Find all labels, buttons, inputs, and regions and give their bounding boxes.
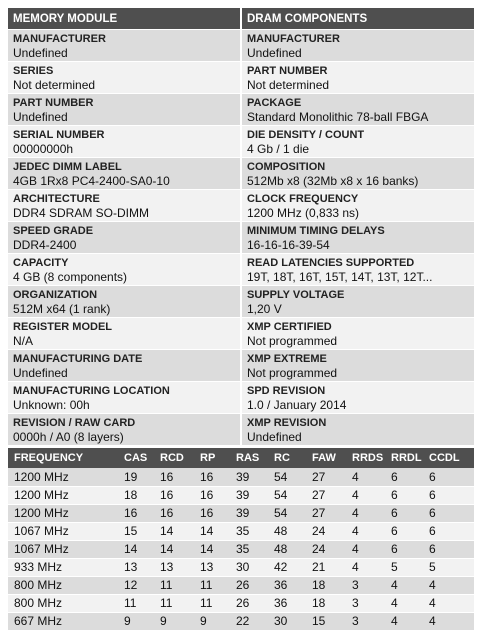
module-speed-grade-label: SPEED GRADE <box>13 225 94 237</box>
dram-xmp-extreme <box>242 350 474 382</box>
module-revision-raw-card-value: 0000h / A0 (8 layers) <box>13 430 124 444</box>
timings-body <box>8 468 474 630</box>
timings-header-rcd: RCD <box>154 448 194 468</box>
timings-cell-faw: 27 <box>306 486 346 504</box>
module-speed-grade <box>8 222 240 254</box>
timings-header-faw: FAW <box>306 448 346 468</box>
timings-cell-rcd: 11 <box>154 576 194 594</box>
timings-header-cas: CAS <box>118 448 154 468</box>
timings-cell-ras: 39 <box>230 504 268 522</box>
module-jedec-dimm-label <box>8 158 240 190</box>
timings-cell-rrds: 4 <box>346 522 385 540</box>
timings-cell-rc: 36 <box>268 576 306 594</box>
module-register-model-label: REGISTER MODEL <box>13 321 113 333</box>
dram-part-number <box>242 62 474 94</box>
timings-cell-rcd: 14 <box>154 522 194 540</box>
table-row <box>8 486 474 504</box>
module-register-model-value: N/A <box>13 334 34 348</box>
timings-cell-rc: 54 <box>268 486 306 504</box>
timings-cell-ras: 30 <box>230 558 268 576</box>
timings-cell-ccdl: 5 <box>423 558 474 576</box>
module-manufacturing-date-label: MANUFACTURING DATE <box>13 353 143 365</box>
timings-cell-cas: 14 <box>118 540 154 558</box>
timings-cell-rp: 14 <box>194 522 230 540</box>
timings-cell-ras: 26 <box>230 594 268 612</box>
dram-xmp-extreme-label: XMP EXTREME <box>247 353 327 365</box>
table-row <box>8 522 474 540</box>
timings-cell-rrdl: 4 <box>385 612 423 630</box>
dram-clock-frequency-label: CLOCK FREQUENCY <box>247 193 359 205</box>
dram-components-panel <box>242 8 474 446</box>
module-part-number <box>8 94 240 126</box>
timings-header-frequency: FREQUENCY <box>8 448 118 468</box>
module-revision-raw-card-label: REVISION / RAW CARD <box>13 417 136 429</box>
module-serial-number-value: 00000000h <box>13 142 74 156</box>
module-series-label: SERIES <box>13 65 54 77</box>
dram-minimum-timing-delays-label: MINIMUM TIMING DELAYS <box>247 225 385 237</box>
timings-cell-rc: 30 <box>268 612 306 630</box>
timings-cell-frequency: 800 MHz <box>8 576 118 594</box>
module-architecture <box>8 190 240 222</box>
timings-cell-rcd: 13 <box>154 558 194 576</box>
dram-spd-revision <box>242 382 474 414</box>
dram-composition-label: COMPOSITION <box>247 161 326 173</box>
timings-cell-rrdl: 4 <box>385 576 423 594</box>
timings-cell-rc: 48 <box>268 522 306 540</box>
timings-header-rc: RC <box>268 448 306 468</box>
timings-cell-frequency: 1067 MHz <box>8 522 118 540</box>
dram-xmp-revision-value: Undefined <box>247 430 302 444</box>
timings-cell-ccdl: 4 <box>423 612 474 630</box>
timings-cell-rrds: 3 <box>346 594 385 612</box>
table-row <box>8 540 474 558</box>
dram-xmp-certified-label: XMP CERTIFIED <box>247 321 332 333</box>
timings-cell-ras: 26 <box>230 576 268 594</box>
dram-minimum-timing-delays <box>242 222 474 254</box>
timings-cell-cas: 9 <box>118 612 154 630</box>
table-row <box>8 612 474 630</box>
dram-clock-frequency-value: 1200 MHz (0,833 ns) <box>247 206 360 220</box>
timings-cell-ccdl: 6 <box>423 540 474 558</box>
timings-cell-rp: 11 <box>194 594 230 612</box>
timings-cell-ccdl: 6 <box>423 504 474 522</box>
module-manufacturer <box>8 30 240 62</box>
module-part-number-value: Undefined <box>13 110 68 124</box>
module-serial-number-label: SERIAL NUMBER <box>13 129 105 141</box>
dram-read-latencies-supported-label: READ LATENCIES SUPPORTED <box>247 257 415 269</box>
module-architecture-value: DDR4 SDRAM SO-DIMM <box>13 206 150 220</box>
module-serial-number <box>8 126 240 158</box>
timings-cell-cas: 18 <box>118 486 154 504</box>
timings-cell-rp: 14 <box>194 540 230 558</box>
timings-cell-frequency: 933 MHz <box>8 558 118 576</box>
timings-cell-rc: 36 <box>268 594 306 612</box>
timings-cell-rp: 16 <box>194 486 230 504</box>
table-row <box>8 576 474 594</box>
module-manufacturing-date-value: Undefined <box>13 366 68 380</box>
timings-cell-rrds: 4 <box>346 504 385 522</box>
timings-cell-faw: 18 <box>306 594 346 612</box>
dram-part-number-label: PART NUMBER <box>247 65 328 77</box>
timings-cell-frequency: 1200 MHz <box>8 468 118 486</box>
timings-header-ras: RAS <box>230 448 268 468</box>
module-series-value: Not determined <box>13 78 96 92</box>
dram-package-label: PACKAGE <box>247 97 302 109</box>
timings-cell-ras: 35 <box>230 522 268 540</box>
module-manufacturing-location <box>8 382 240 414</box>
module-manufacturer-label: MANUFACTURER <box>13 33 106 45</box>
dram-die-density-count-label: DIE DENSITY / COUNT <box>247 129 365 141</box>
timings-cell-ccdl: 6 <box>423 486 474 504</box>
timings-cell-rrdl: 6 <box>385 522 423 540</box>
dram-read-latencies-supported-value: 19T, 18T, 16T, 15T, 14T, 13T, 12T... <box>247 270 433 284</box>
dram-part-number-value: Not determined <box>247 78 330 92</box>
timings-cell-rrds: 3 <box>346 612 385 630</box>
table-row <box>8 594 474 612</box>
timings-cell-rc: 48 <box>268 540 306 558</box>
dram-spd-revision-value: 1.0 / January 2014 <box>247 398 347 412</box>
timings-cell-rcd: 16 <box>154 468 194 486</box>
module-register-model <box>8 318 240 350</box>
timings-cell-ras: 22 <box>230 612 268 630</box>
dram-minimum-timing-delays-value: 16-16-16-39-54 <box>247 238 330 252</box>
timings-cell-frequency: 1200 MHz <box>8 486 118 504</box>
timings-cell-cas: 15 <box>118 522 154 540</box>
timings-cell-frequency: 667 MHz <box>8 612 118 630</box>
spd-report <box>8 8 474 631</box>
dram-composition-value: 512Mb x8 (32Mb x8 x 16 banks) <box>247 174 419 188</box>
timings-cell-ccdl: 4 <box>423 576 474 594</box>
timings-cell-rp: 16 <box>194 504 230 522</box>
timings-cell-rrds: 4 <box>346 468 385 486</box>
dram-spd-revision-label: SPD REVISION <box>247 385 326 397</box>
timings-cell-rc: 54 <box>268 504 306 522</box>
memory-module-panel <box>8 8 240 446</box>
timings-cell-faw: 15 <box>306 612 346 630</box>
memory-module-header: MEMORY MODULE <box>8 8 240 30</box>
module-capacity <box>8 254 240 286</box>
timings-cell-ras: 39 <box>230 486 268 504</box>
timings-header-ccdl: CCDL <box>423 448 474 468</box>
timings-cell-rcd: 11 <box>154 594 194 612</box>
dram-xmp-certified <box>242 318 474 350</box>
timings-cell-rc: 54 <box>268 468 306 486</box>
timings-header-rp: RP <box>194 448 230 468</box>
timings-cell-frequency: 1200 MHz <box>8 504 118 522</box>
timings-cell-rrds: 3 <box>346 576 385 594</box>
module-jedec-dimm-label-value: 4GB 1Rx8 PC4-2400-SA0-10 <box>13 174 170 188</box>
dram-package-value: Standard Monolithic 78-ball FBGA <box>247 110 429 124</box>
timings-cell-faw: 27 <box>306 468 346 486</box>
module-manufacturing-date <box>8 350 240 382</box>
timings-cell-rp: 13 <box>194 558 230 576</box>
timings-header-rrds: RRDS <box>346 448 385 468</box>
timings-cell-ras: 39 <box>230 468 268 486</box>
timings-cell-rrdl: 6 <box>385 540 423 558</box>
timings-cell-frequency: 800 MHz <box>8 594 118 612</box>
dram-read-latencies-supported <box>242 254 474 286</box>
dram-xmp-revision-label: XMP REVISION <box>247 417 327 429</box>
dram-die-density-count <box>242 126 474 158</box>
module-organization-label: ORGANIZATION <box>13 289 98 301</box>
dram-manufacturer <box>242 30 474 62</box>
table-row <box>8 468 474 486</box>
timings-cell-rrdl: 4 <box>385 594 423 612</box>
timings-cell-rrds: 4 <box>346 540 385 558</box>
timings-cell-cas: 12 <box>118 576 154 594</box>
module-capacity-value: 4 GB (8 components) <box>13 270 128 284</box>
module-organization <box>8 286 240 318</box>
timings-cell-rp: 11 <box>194 576 230 594</box>
timings-table <box>8 448 474 631</box>
dram-components-header: DRAM COMPONENTS <box>242 8 474 30</box>
table-row <box>8 504 474 522</box>
dram-manufacturer-value: Undefined <box>247 46 302 60</box>
timings-cell-rc: 42 <box>268 558 306 576</box>
dram-die-density-count-value: 4 Gb / 1 die <box>247 142 310 156</box>
timings-cell-faw: 18 <box>306 576 346 594</box>
module-speed-grade-value: DDR4-2400 <box>13 238 77 252</box>
timings-cell-rrdl: 6 <box>385 486 423 504</box>
module-jedec-dimm-label-label: JEDEC DIMM LABEL <box>13 161 122 173</box>
timings-cell-rrdl: 6 <box>385 468 423 486</box>
dram-package <box>242 94 474 126</box>
timings-cell-rp: 16 <box>194 468 230 486</box>
timings-cell-ccdl: 6 <box>423 468 474 486</box>
timings-cell-cas: 13 <box>118 558 154 576</box>
timings-cell-faw: 24 <box>306 522 346 540</box>
timings-cell-rcd: 9 <box>154 612 194 630</box>
module-architecture-label: ARCHITECTURE <box>13 193 100 205</box>
dram-manufacturer-label: MANUFACTURER <box>247 33 340 45</box>
spd-columns <box>8 8 474 446</box>
dram-supply-voltage-value: 1,20 V <box>247 302 282 316</box>
timings-cell-faw: 24 <box>306 540 346 558</box>
dram-supply-voltage-label: SUPPLY VOLTAGE <box>247 289 345 301</box>
dram-supply-voltage <box>242 286 474 318</box>
timings-cell-rrdl: 6 <box>385 504 423 522</box>
timings-header-row <box>8 448 474 468</box>
dram-composition <box>242 158 474 190</box>
module-capacity-label: CAPACITY <box>13 257 69 269</box>
timings-cell-frequency: 1067 MHz <box>8 540 118 558</box>
table-row <box>8 558 474 576</box>
timings-cell-faw: 21 <box>306 558 346 576</box>
module-revision-raw-card <box>8 414 240 446</box>
timings-header-rrdl: RRDL <box>385 448 423 468</box>
timings-cell-ras: 35 <box>230 540 268 558</box>
timings-cell-rcd: 14 <box>154 540 194 558</box>
timings-cell-faw: 27 <box>306 504 346 522</box>
module-series <box>8 62 240 94</box>
module-part-number-label: PART NUMBER <box>13 97 94 109</box>
dram-clock-frequency <box>242 190 474 222</box>
module-manufacturing-location-value: Unknown: 00h <box>13 398 90 412</box>
timings-cell-rcd: 16 <box>154 504 194 522</box>
timings-cell-cas: 11 <box>118 594 154 612</box>
timings-cell-cas: 16 <box>118 504 154 522</box>
timings-cell-cas: 19 <box>118 468 154 486</box>
timings-cell-ccdl: 6 <box>423 522 474 540</box>
module-organization-value: 512M x64 (1 rank) <box>13 302 111 316</box>
timings-cell-rrdl: 5 <box>385 558 423 576</box>
dram-xmp-certified-value: Not programmed <box>247 334 338 348</box>
timings-cell-rrds: 4 <box>346 558 385 576</box>
timings-cell-rrds: 4 <box>346 486 385 504</box>
dram-xmp-extreme-value: Not programmed <box>247 366 338 380</box>
module-manufacturing-location-label: MANUFACTURING LOCATION <box>13 385 170 397</box>
timings-cell-rcd: 16 <box>154 486 194 504</box>
timings-cell-ccdl: 4 <box>423 594 474 612</box>
dram-xmp-revision <box>242 414 474 446</box>
module-manufacturer-value: Undefined <box>13 46 68 60</box>
timings-cell-rp: 9 <box>194 612 230 630</box>
